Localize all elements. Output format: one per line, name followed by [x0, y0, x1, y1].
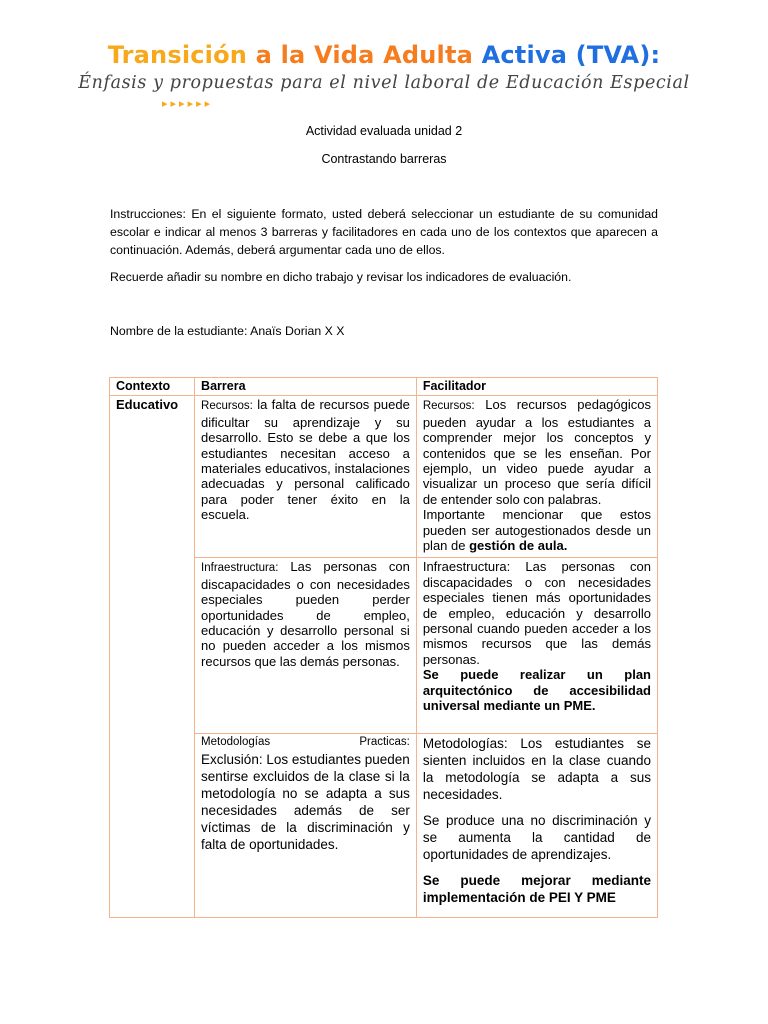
barrier-cell — [195, 396, 417, 558]
facilitator-note-text: Importante mencionar que estos pueden ser autogestionados desde un plan de — [422, 507, 651, 554]
document-header — [0, 40, 768, 93]
activity-topic: Contrastando barreras — [321, 152, 447, 166]
header-facilitador: Facilitador — [416, 378, 657, 396]
facilitator-text: Los recursos pedagógicos pueden ayudar a los estudiantes a comprender mejor los conceptos y contenidos que se les enseñan. Por ejemplo, un video puede ayudar a visualizar un proceso que sería difícil de entender solo con palabras. — [422, 397, 651, 507]
student-name: Nombre de la estudiante: Anaïs Dorian X X — [110, 324, 345, 338]
table-header-row — [110, 378, 658, 396]
title-part-transicion: Transición — [107, 41, 248, 69]
header-title — [0, 40, 768, 70]
title-part-vida-adulta: a la Vida Adulta — [255, 41, 474, 69]
facilitator-note-bold: Se puede mejorar mediante implementación de PEI Y PME — [422, 873, 651, 906]
barriers-table — [109, 377, 658, 918]
facilitator-note — [423, 507, 651, 553]
header-contexto: Contexto — [110, 378, 195, 396]
activity-title: Actividad evaluada unidad 2 — [305, 124, 463, 138]
facilitator-cell — [416, 734, 657, 918]
instructions-paragraph: Instrucciones: En el siguiente formato, usted deberá seleccionar un estudiante de su comunidad escolar e indicar al menos 3 barreras y facilitadores en cada uno de los contextos que aparecen a continuación. Además, deberá argumentar cada uno de ellos. — [110, 207, 658, 257]
barrier-text: la falta de recursos puede dificultar su aprendizaje y su desarrollo. Esto se debe a que los estudiantes necesitan acceso a materiales educativos, instalaciones adecuadas y personal calificado para poder tener éxito en la escuela. — [201, 397, 410, 523]
facilitator-cell — [416, 396, 657, 558]
facilitator-cell — [416, 558, 657, 734]
reminder-paragraph: Recuerde añadir su nombre en dicho trabajo y revisar los indicadores de evaluación. — [110, 270, 572, 284]
barrier-text: Exclusión: Los estudiantes pueden sentirse excluidos de la clase si la metodología no se adapta a sus necesidades además de ser víctimas de la discriminación y falta de oportunidades. — [201, 751, 410, 852]
facilitator-note-text: Se produce una no discriminación y se aumenta la cantidad de oportunidades de aprendizajes. — [422, 813, 651, 863]
barrier-cell — [195, 734, 417, 918]
context-cell: Educativo — [110, 396, 195, 918]
barrier-cell — [195, 558, 417, 734]
barrier-label-row — [201, 735, 410, 750]
title-part-activa: Activa (TVA): — [481, 41, 661, 69]
barrier-label: Recursos: — [201, 400, 253, 413]
facilitator-note-bold: Se puede realizar un plan arquitectónico de accesibilidad universal mediante un PME. — [422, 667, 651, 714]
facilitator-text: Infraestructura: Las personas con discapacidades o con necesidades especiales tienen más oportunidades de empleo, educación y desarrollo personal cuando pueden acceder a los mismos recursos que las demás personas. — [422, 559, 651, 667]
facilitator-label: Recursos: — [422, 400, 475, 413]
barrier-label: Infraestructura: — [201, 562, 279, 575]
barrier-label-b: Practicas: — [359, 736, 410, 749]
barrier-text: Las personas con discapacidades o con necesidades especiales pueden perder oportunidades de empleo, educación y desarrollo personal si no pueden acceder a los mismos recursos que las demás personas. — [201, 559, 410, 669]
facilitator-text: Metodologías: Los estudiantes se sienten incluidos en la clase cuando la metodología se adapta a sus necesidades. — [422, 736, 651, 803]
barrier-label-a: Metodologías — [201, 736, 271, 749]
facilitator-note-bold: gestión de aula. — [469, 538, 568, 554]
header-subtitle: Énfasis y propuestas para el nivel laboral de Educación Especial — [78, 73, 690, 93]
arrow-decoration-icon: ▸▸▸▸▸▸ — [162, 98, 214, 110]
header-barrera: Barrera — [195, 378, 417, 396]
table-row — [110, 396, 658, 558]
